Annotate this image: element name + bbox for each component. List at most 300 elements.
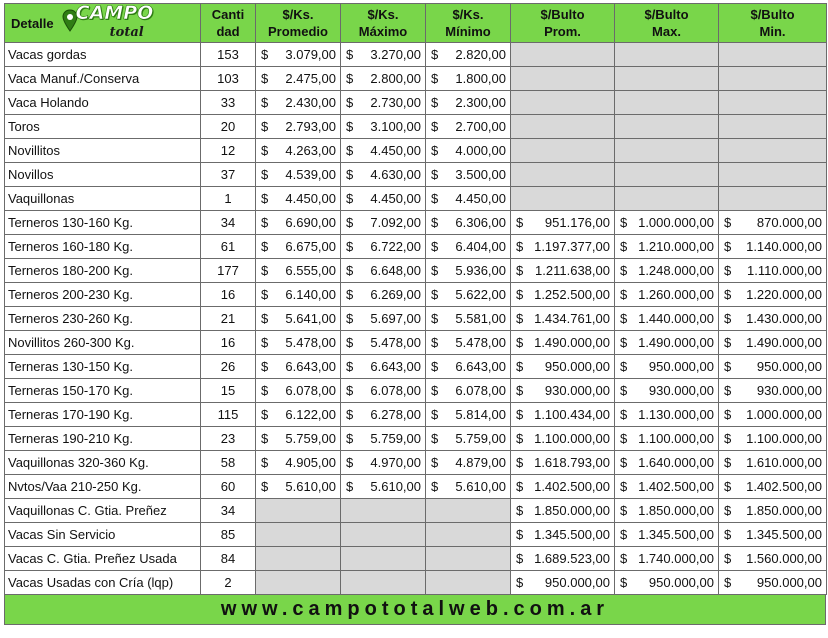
row-label: Terneras 170-190 Kg. (5, 403, 201, 427)
currency-sign: $ (261, 407, 269, 422)
kg-prom-cell (256, 379, 341, 403)
money-value: 1.248.000,00 (638, 263, 714, 278)
currency-sign: $ (346, 311, 354, 326)
currency-sign: $ (346, 167, 354, 182)
kg-min-cell (426, 43, 511, 67)
currency-sign: $ (346, 287, 354, 302)
bulto-prom-cell (511, 427, 615, 451)
kg-max-cell (341, 235, 426, 259)
empty-cell (615, 187, 719, 211)
money-value: 5.610,00 (455, 479, 506, 494)
kg-min-cell (426, 91, 511, 115)
header-kg-min (426, 4, 511, 43)
currency-sign: $ (261, 431, 269, 446)
empty-cell (719, 187, 827, 211)
row-label: Vacas gordas (5, 43, 201, 67)
money-value: 1.610.000,00 (746, 455, 822, 470)
currency-sign: $ (431, 431, 439, 446)
row-label: Nvtos/Vaa 210-250 Kg. (5, 475, 201, 499)
header-kg-max (341, 4, 426, 43)
kg-min-cell (426, 115, 511, 139)
header-kg-prom (256, 4, 341, 43)
money-value: 1.140.000,00 (746, 239, 822, 254)
currency-sign: $ (346, 239, 354, 254)
money-value: 950.000,00 (544, 575, 610, 590)
header-cantidad (201, 4, 256, 43)
kg-prom-cell (256, 43, 341, 67)
money-value: 930.000,00 (544, 383, 610, 398)
bulto-prom-cell (511, 211, 615, 235)
currency-sign: $ (346, 119, 354, 134)
row-label: Terneras 190-210 Kg. (5, 427, 201, 451)
money-value: 6.643,00 (285, 359, 336, 374)
currency-sign: $ (346, 71, 354, 86)
currency-sign: $ (724, 503, 732, 518)
money-value: 1.211.638,00 (535, 263, 610, 278)
empty-cell (511, 43, 615, 67)
empty-cell (615, 115, 719, 139)
bulto-min-cell (719, 355, 827, 379)
row-label: Vaca Manuf./Conserva (5, 67, 201, 91)
money-value: 950.000,00 (648, 575, 714, 590)
kg-max-cell (341, 115, 426, 139)
row-qty: 2 (201, 571, 256, 595)
currency-sign: $ (724, 575, 732, 590)
money-value: 5.759,00 (370, 431, 421, 446)
currency-sign: $ (431, 359, 439, 374)
bulto-prom-cell (511, 307, 615, 331)
empty-cell (426, 547, 511, 571)
money-value: 6.404,00 (455, 239, 506, 254)
money-value: 4.450,00 (455, 191, 506, 206)
currency-sign: $ (620, 431, 628, 446)
money-value: 1.800,00 (455, 71, 506, 86)
empty-cell (341, 499, 426, 523)
bulto-max-cell (615, 355, 719, 379)
empty-cell (341, 571, 426, 595)
currency-sign: $ (431, 287, 439, 302)
currency-sign: $ (724, 551, 732, 566)
money-value: 6.078,00 (455, 383, 506, 398)
header-detalle (5, 4, 201, 43)
money-value: 5.610,00 (370, 479, 421, 494)
currency-sign: $ (346, 191, 354, 206)
money-value: 5.478,00 (370, 335, 421, 350)
header-cantidad-line1: Canti (211, 7, 245, 22)
currency-sign: $ (261, 215, 269, 230)
currency-sign: $ (431, 167, 439, 182)
currency-sign: $ (261, 335, 269, 350)
row-qty: 153 (201, 43, 256, 67)
empty-cell (341, 547, 426, 571)
currency-sign: $ (620, 359, 628, 374)
row-qty: 84 (201, 547, 256, 571)
money-value: 3.500,00 (455, 167, 506, 182)
empty-cell (426, 499, 511, 523)
currency-sign: $ (431, 191, 439, 206)
money-value: 1.618.793,00 (534, 455, 610, 470)
empty-cell (719, 67, 827, 91)
money-value: 1.110.000,00 (747, 263, 822, 278)
money-value: 2.475,00 (285, 71, 336, 86)
empty-cell (426, 571, 511, 595)
currency-sign: $ (431, 119, 439, 134)
money-value: 1.434.761,00 (534, 311, 610, 326)
money-value: 950.000,00 (756, 359, 822, 374)
currency-sign: $ (261, 95, 269, 110)
bulto-min-cell (719, 571, 827, 595)
kg-max-cell (341, 403, 426, 427)
kg-min-cell (426, 283, 511, 307)
money-value: 1.345.500,00 (746, 527, 822, 542)
currency-sign: $ (516, 383, 524, 398)
bulto-prom-cell (511, 547, 615, 571)
currency-sign: $ (724, 455, 732, 470)
money-value: 1.560.000,00 (746, 551, 822, 566)
money-value: 1.100.000,00 (534, 431, 610, 446)
currency-sign: $ (261, 119, 269, 134)
money-value: 1.402.500,00 (746, 479, 822, 494)
row-qty: 58 (201, 451, 256, 475)
row-qty: 37 (201, 163, 256, 187)
money-value: 1.490.000,00 (746, 335, 822, 350)
currency-sign: $ (620, 551, 628, 566)
row-qty: 20 (201, 115, 256, 139)
bulto-min-cell (719, 283, 827, 307)
bulto-prom-cell (511, 283, 615, 307)
header-kg-min-line2: Mínimo (445, 24, 491, 39)
kg-prom-cell (256, 235, 341, 259)
kg-prom-cell (256, 331, 341, 355)
bulto-max-cell (615, 499, 719, 523)
money-value: 1.100.000,00 (638, 431, 714, 446)
currency-sign: $ (620, 503, 628, 518)
bulto-min-cell (719, 211, 827, 235)
currency-sign: $ (431, 407, 439, 422)
money-value: 4.450,00 (370, 143, 421, 158)
row-label: Novillitos 260-300 Kg. (5, 331, 201, 355)
money-value: 950.000,00 (544, 359, 610, 374)
empty-cell (719, 115, 827, 139)
currency-sign: $ (516, 551, 524, 566)
kg-max-cell (341, 379, 426, 403)
row-qty: 85 (201, 523, 256, 547)
money-value: 6.675,00 (285, 239, 336, 254)
table-row (5, 235, 827, 259)
header-bulto-prom-line1: $/Bulto (540, 7, 585, 22)
kg-max-cell (341, 331, 426, 355)
table-row (5, 331, 827, 355)
table-row (5, 523, 827, 547)
money-value: 6.140,00 (285, 287, 336, 302)
campo-total-logo (62, 3, 154, 42)
bulto-prom-cell (511, 259, 615, 283)
money-value: 1.689.523,00 (534, 551, 610, 566)
bulto-max-cell (615, 379, 719, 403)
money-value: 2.730,00 (370, 95, 421, 110)
kg-min-cell (426, 187, 511, 211)
kg-max-cell (341, 163, 426, 187)
kg-min-cell (426, 211, 511, 235)
kg-max-cell (341, 43, 426, 67)
currency-sign: $ (431, 479, 439, 494)
money-value: 1.740.000,00 (638, 551, 714, 566)
currency-sign: $ (620, 239, 628, 254)
currency-sign: $ (261, 191, 269, 206)
empty-cell (719, 139, 827, 163)
money-value: 6.648,00 (370, 263, 421, 278)
kg-max-cell (341, 91, 426, 115)
kg-min-cell (426, 427, 511, 451)
header-bulto-min-line1: $/Bulto (750, 7, 795, 22)
money-value: 3.270,00 (370, 47, 421, 62)
kg-prom-cell (256, 283, 341, 307)
money-value: 1.000.000,00 (746, 407, 822, 422)
money-value: 2.800,00 (370, 71, 421, 86)
header-kg-prom-line1: $/Ks. (282, 7, 314, 22)
money-value: 6.078,00 (370, 383, 421, 398)
kg-max-cell (341, 283, 426, 307)
currency-sign: $ (516, 479, 524, 494)
currency-sign: $ (620, 479, 628, 494)
empty-cell (719, 163, 827, 187)
bulto-max-cell (615, 571, 719, 595)
row-label: Toros (5, 115, 201, 139)
currency-sign: $ (724, 311, 732, 326)
table-row (5, 211, 827, 235)
row-qty: 34 (201, 499, 256, 523)
table-row (5, 259, 827, 283)
money-value: 870.000,00 (756, 215, 822, 230)
row-qty: 26 (201, 355, 256, 379)
bulto-prom-cell (511, 379, 615, 403)
empty-cell (256, 547, 341, 571)
currency-sign: $ (261, 455, 269, 470)
header-bulto-min (719, 4, 827, 43)
money-value: 6.122,00 (285, 407, 336, 422)
empty-cell (256, 499, 341, 523)
price-table (4, 3, 827, 595)
table-row (5, 163, 827, 187)
money-value: 5.610,00 (285, 479, 336, 494)
bulto-min-cell (719, 523, 827, 547)
kg-max-cell (341, 259, 426, 283)
money-value: 1.850.000,00 (534, 503, 610, 518)
currency-sign: $ (516, 311, 524, 326)
currency-sign: $ (516, 407, 524, 422)
money-value: 3.079,00 (285, 47, 336, 62)
header-bulto-prom (511, 4, 615, 43)
empty-cell (341, 523, 426, 547)
header-kg-max-line2: Máximo (358, 24, 408, 39)
money-value: 1.260.000,00 (638, 287, 714, 302)
currency-sign: $ (346, 431, 354, 446)
currency-sign: $ (261, 239, 269, 254)
kg-min-cell (426, 67, 511, 91)
money-value: 5.581,00 (455, 311, 506, 326)
row-qty: 15 (201, 379, 256, 403)
money-value: 1.430.000,00 (746, 311, 822, 326)
money-value: 6.269,00 (370, 287, 421, 302)
currency-sign: $ (431, 335, 439, 350)
money-value: 2.700,00 (455, 119, 506, 134)
kg-min-cell (426, 163, 511, 187)
bulto-prom-cell (511, 235, 615, 259)
bulto-max-cell (615, 235, 719, 259)
money-value: 2.300,00 (455, 95, 506, 110)
money-value: 1.345.500,00 (638, 527, 714, 542)
currency-sign: $ (261, 71, 269, 86)
row-qty: 1 (201, 187, 256, 211)
currency-sign: $ (724, 407, 732, 422)
bulto-max-cell (615, 403, 719, 427)
header-cantidad-line2: dad (216, 24, 240, 39)
currency-sign: $ (620, 311, 628, 326)
row-label: Novillos (5, 163, 201, 187)
money-value: 6.306,00 (455, 215, 506, 230)
currency-sign: $ (346, 47, 354, 62)
row-qty: 16 (201, 331, 256, 355)
table-row (5, 91, 827, 115)
table-row (5, 139, 827, 163)
bulto-min-cell (719, 499, 827, 523)
money-value: 1.850.000,00 (638, 503, 714, 518)
kg-prom-cell (256, 163, 341, 187)
money-value: 1.220.000,00 (746, 287, 822, 302)
kg-min-cell (426, 235, 511, 259)
row-label: Vaquillonas C. Gtia. Preñez (5, 499, 201, 523)
money-value: 1.640.000,00 (638, 455, 714, 470)
kg-prom-cell (256, 211, 341, 235)
money-value: 930.000,00 (756, 383, 822, 398)
kg-min-cell (426, 475, 511, 499)
bulto-max-cell (615, 475, 719, 499)
currency-sign: $ (431, 455, 439, 470)
header-bulto-prom-line2: Prom. (544, 24, 581, 39)
currency-sign: $ (516, 455, 524, 470)
kg-max-cell (341, 187, 426, 211)
money-value: 4.450,00 (370, 191, 421, 206)
currency-sign: $ (261, 287, 269, 302)
currency-sign: $ (261, 311, 269, 326)
currency-sign: $ (261, 479, 269, 494)
kg-max-cell (341, 139, 426, 163)
currency-sign: $ (516, 263, 524, 278)
row-label: Terneras 150-170 Kg. (5, 379, 201, 403)
table-row (5, 379, 827, 403)
table-row (5, 307, 827, 331)
row-label: Vaquillonas 320-360 Kg. (5, 451, 201, 475)
money-value: 4.905,00 (285, 455, 336, 470)
currency-sign: $ (431, 311, 439, 326)
bulto-max-cell (615, 211, 719, 235)
currency-sign: $ (261, 359, 269, 374)
bulto-min-cell (719, 331, 827, 355)
money-value: 5.641,00 (285, 311, 336, 326)
row-qty: 16 (201, 283, 256, 307)
empty-cell (615, 43, 719, 67)
kg-min-cell (426, 451, 511, 475)
kg-prom-cell (256, 355, 341, 379)
row-label: Terneros 230-260 Kg. (5, 307, 201, 331)
currency-sign: $ (516, 359, 524, 374)
currency-sign: $ (346, 383, 354, 398)
currency-sign: $ (724, 215, 732, 230)
kg-prom-cell (256, 475, 341, 499)
money-value: 4.970,00 (370, 455, 421, 470)
currency-sign: $ (620, 287, 628, 302)
kg-max-cell (341, 355, 426, 379)
kg-max-cell (341, 475, 426, 499)
empty-cell (511, 91, 615, 115)
row-qty: 12 (201, 139, 256, 163)
money-value: 4.263,00 (285, 143, 336, 158)
bulto-min-cell (719, 547, 827, 571)
currency-sign: $ (620, 335, 628, 350)
bulto-max-cell (615, 451, 719, 475)
row-label: Terneras 130-150 Kg. (5, 355, 201, 379)
money-value: 6.078,00 (285, 383, 336, 398)
money-value: 1.130.000,00 (638, 407, 714, 422)
row-qty: 115 (201, 403, 256, 427)
money-value: 1.197.377,00 (534, 239, 610, 254)
currency-sign: $ (516, 575, 524, 590)
bulto-max-cell (615, 523, 719, 547)
money-value: 4.879,00 (455, 455, 506, 470)
currency-sign: $ (431, 47, 439, 62)
kg-prom-cell (256, 307, 341, 331)
money-value: 951.176,00 (544, 215, 610, 230)
money-value: 4.000,00 (455, 143, 506, 158)
bulto-prom-cell (511, 523, 615, 547)
currency-sign: $ (346, 215, 354, 230)
empty-cell (511, 187, 615, 211)
row-qty: 33 (201, 91, 256, 115)
money-value: 2.430,00 (285, 95, 336, 110)
money-value: 1.210.000,00 (638, 239, 714, 254)
logo-word: CAMPO (75, 3, 154, 24)
money-value: 5.697,00 (370, 311, 421, 326)
currency-sign: $ (724, 431, 732, 446)
money-value: 1.850.000,00 (746, 503, 822, 518)
table-row (5, 571, 827, 595)
row-label: Vacas C. Gtia. Preñez Usada (5, 547, 201, 571)
currency-sign: $ (620, 263, 628, 278)
site-footer: www.campototalweb.com.ar (4, 595, 826, 625)
currency-sign: $ (346, 479, 354, 494)
money-value: 5.759,00 (285, 431, 336, 446)
table-row (5, 115, 827, 139)
detalle-label: Detalle (11, 15, 54, 31)
bulto-prom-cell (511, 475, 615, 499)
currency-sign: $ (620, 407, 628, 422)
currency-sign: $ (431, 71, 439, 86)
empty-cell (426, 523, 511, 547)
row-label: Terneros 130-160 Kg. (5, 211, 201, 235)
kg-prom-cell (256, 259, 341, 283)
money-value: 1.402.500,00 (534, 479, 610, 494)
currency-sign: $ (620, 455, 628, 470)
money-value: 5.478,00 (455, 335, 506, 350)
kg-prom-cell (256, 427, 341, 451)
money-value: 4.539,00 (285, 167, 336, 182)
row-qty: 103 (201, 67, 256, 91)
row-qty: 23 (201, 427, 256, 451)
table-row (5, 547, 827, 571)
money-value: 1.490.000,00 (534, 335, 610, 350)
money-value: 5.759,00 (455, 431, 506, 446)
table-row (5, 451, 827, 475)
